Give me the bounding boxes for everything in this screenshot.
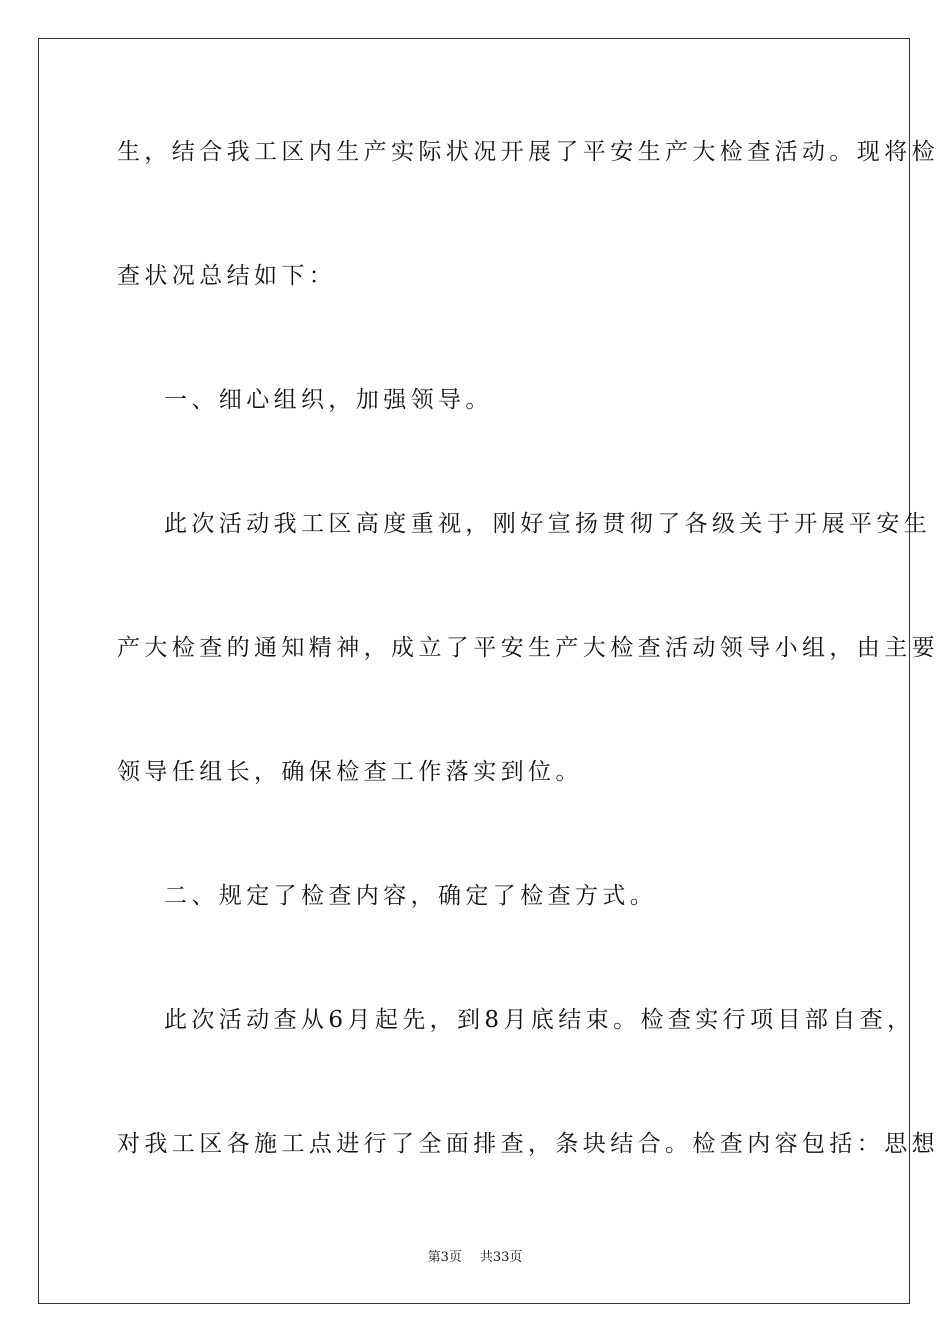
paragraph-line: 生，结合我工区内生产实际状况开展了平安生产大检查活动。现将检 bbox=[117, 139, 939, 165]
paragraph-line: 对我工区各施工点进行了全面排查，条块结合。检查内容包括：思想 bbox=[117, 1131, 939, 1157]
page-total: 共33页 bbox=[479, 1250, 523, 1265]
section-heading: 一、细心组织，加强领导。 bbox=[164, 387, 493, 413]
paragraph-line: 查状况总结如下： bbox=[117, 263, 337, 289]
page-border bbox=[38, 38, 910, 1304]
page-footer bbox=[0, 1249, 950, 1267]
paragraph-line: 产大检查的通知精神，成立了平安生产大检查活动领导小组，由主要 bbox=[117, 635, 939, 661]
paragraph-line: 此次活动查从6月起先，到8月底结束。检查实行项目部自查， bbox=[164, 1007, 915, 1033]
paragraph-line: 此次活动我工区高度重视，刚好宣扬贯彻了各级关于开展平安生 bbox=[164, 511, 932, 537]
page-number: 第3页 bbox=[427, 1250, 462, 1265]
section-heading: 二、规定了检查内容，确定了检查方式。 bbox=[164, 883, 658, 909]
paragraph-line: 领导任组长，确保检查工作落实到位。 bbox=[117, 759, 583, 785]
